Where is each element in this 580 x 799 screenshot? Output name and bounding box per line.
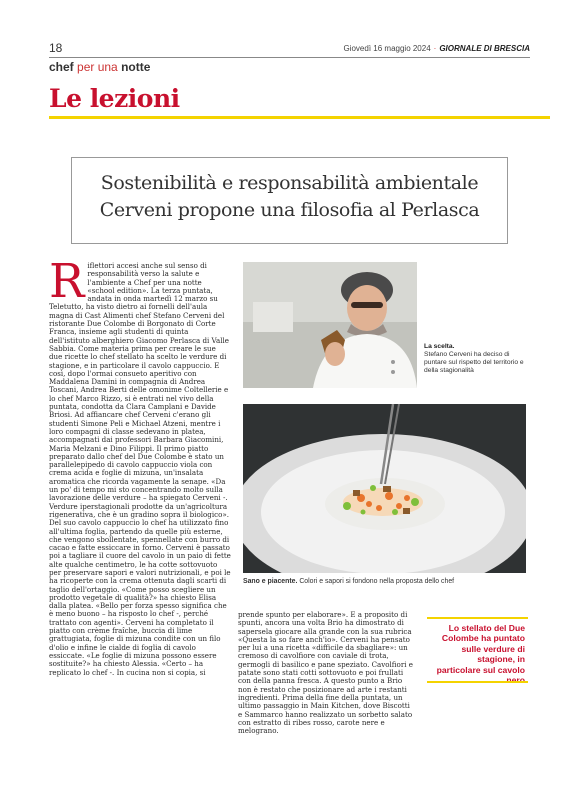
photo-caption-2 — [243, 578, 454, 585]
pullquote: Lo stellato del Due Colombe ha puntato sulle verdure di stagione, in particolare sul cavolo — [436, 623, 525, 675]
dateline-separator: · — [433, 44, 437, 53]
pullquote-rule-top — [427, 617, 528, 619]
article-column-2: prende spunto per elaborare». E a proposito di spunti, ancora una volta Brio ha dimostrato di sapersela giocare alla grande con la sua rubrica «Questa la so fare anch'io». Cerveni ha pensato per lui a una ricetta «difficile da sbagliare»: un cremoso di cavolfiore con caviale di trota, germogli di basilico e pane speziato. Cavolfiori e patate sono stati cotti sottovuoto e poi frullati con della panna fresca. A questo punto a Brio non è restato che posizionare ad arte i restanti ingredienti. Prima della fine della puntata, un ultimo passaggio in Main Kitchen, dove Biscotti e Sammarco hanno realizzato un sorbetto salato con estratto di ribes rosso, carote nere e melograno. — [238, 610, 413, 736]
dateline — [343, 44, 530, 53]
issue-date: Giovedì 16 maggio 2024 — [343, 44, 431, 53]
caption-1-text: Stefano Cerveni ha deciso di puntare sul rispetto del territorio e della stagionalità — [424, 351, 524, 375]
header-rule — [49, 57, 530, 58]
headline-line-2: Cerveni propone una filosofia al Perlasca — [99, 199, 480, 221]
article-column-1 — [49, 254, 231, 677]
series-kicker — [49, 60, 150, 74]
chef-illustration — [243, 262, 417, 388]
drop-cap: R — [49, 254, 85, 309]
headline-line-1: Sostenibilità e responsabilità ambientale — [100, 172, 479, 194]
kicker-part-1: chef — [49, 60, 78, 74]
page-number: 18 — [49, 41, 63, 55]
photo-caption-1 — [424, 343, 534, 375]
headline — [71, 170, 508, 224]
caption-1-title: La scelta. — [424, 343, 455, 350]
caption-2-title: Sano e piacente. — [243, 578, 298, 585]
chef-photo — [243, 262, 417, 388]
section-underline — [49, 116, 550, 119]
dish-illustration — [243, 404, 526, 573]
caption-2-text: Colori e sapori si fondono nella proposta dello chef — [299, 578, 455, 585]
newspaper-name: GIORNALE DI BRESCIA — [439, 44, 530, 53]
kicker-part-2: per una — [77, 60, 122, 74]
section-title: Le lezioni — [49, 84, 180, 113]
kicker-part-3: notte — [121, 60, 151, 74]
pullquote-rule-bottom — [427, 681, 528, 683]
dish-photo — [243, 404, 526, 573]
article-text-1: iflettori accesi anche sul senso di responsabilità verso la salute e l'ambiente a Chef per una notte «school edition». La terza puntata, andata in onda martedì 12 marzo su Teletutto, ha visto dietro ai fornelli dell'aula magna di Cast Alimenti chef Stefano Cerveni del ristorante Due Colombe di Borgonato di Corte Franca, insieme agli studenti di quinta dell'istituto alberghiero Giacomo Perlasca di Valle Sabbia. Come materia prima per creare le sue due ricette lo chef stellato ha scelto le verdure di stagione, e in particolare il cavolo cappuccio. E così, dopo l'ormai consueto aperitivo con Maddalena Damini in compagnia di Andrea Toscani, Andrea Berti delle omonime Coltellerie e lo chef Marco Rizzo, si è entrati nel vivo della puntata, condotta da Clara Camplani e Davide Briosi. Ad affiancare chef Cerveni c'erano gli studenti Simone Peli e Michael Atzeni, mentre i loro compagni di classe sedevano in platea, accompagnati dai professori Barbara Giacomini, Maria Melzani e Dino Filippi. Il primo piatto preparato dallo chef del Due Colombe è stato un parallelepipedo di cavolo cappuccio viola con crema acida e foglie di mizuna, un'insalata aromatica che ricorda vagamente la senape. «Da un po' di tempo mi sto concentrando molto sulla lavorazione delle verdure – ha spiegato Cerveni -. Verdure iperstagionali prodotte da un'agricoltura rigenerativa, che è un gradino sopra il biologico». Del suo cavolo cappuccio lo chef ha utilizzato fino all'ultima foglia, partendo da quelle più esterne, che vengono sbollentate, spennellate con burro di cacao e fatte essiccare in forno. Cerveni è passato poi a tagliare il cuore del cavolo in un paio di fette alte qualche centimetro, le ha cotte sottovuoto per preservare sapori e valori nutrizionali, e poi le ha ricoperte con la crema ottenuta dagli scarti di taglio dell'ortaggio. «Come posso scegliere un prodotto vegetale di qualità?» ha chiesto Elisa dalla platea. «Bello per forza spesso significa che è meno buono – ha risposto lo chef -, perché trattato con agenti». Cerveni ha completato il piatto con crème fraîche, buccia di lime grattugiata, foglie di mizuna condite con un filo d'olio e infine le cialde di foglia di cavolo essiccate. «Le foglie di mizuna possono essere sostituite?» ha chiesto Alessia. «Certo – ha replicato lo chef -. In cucina non si copia, si — [49, 261, 231, 677]
